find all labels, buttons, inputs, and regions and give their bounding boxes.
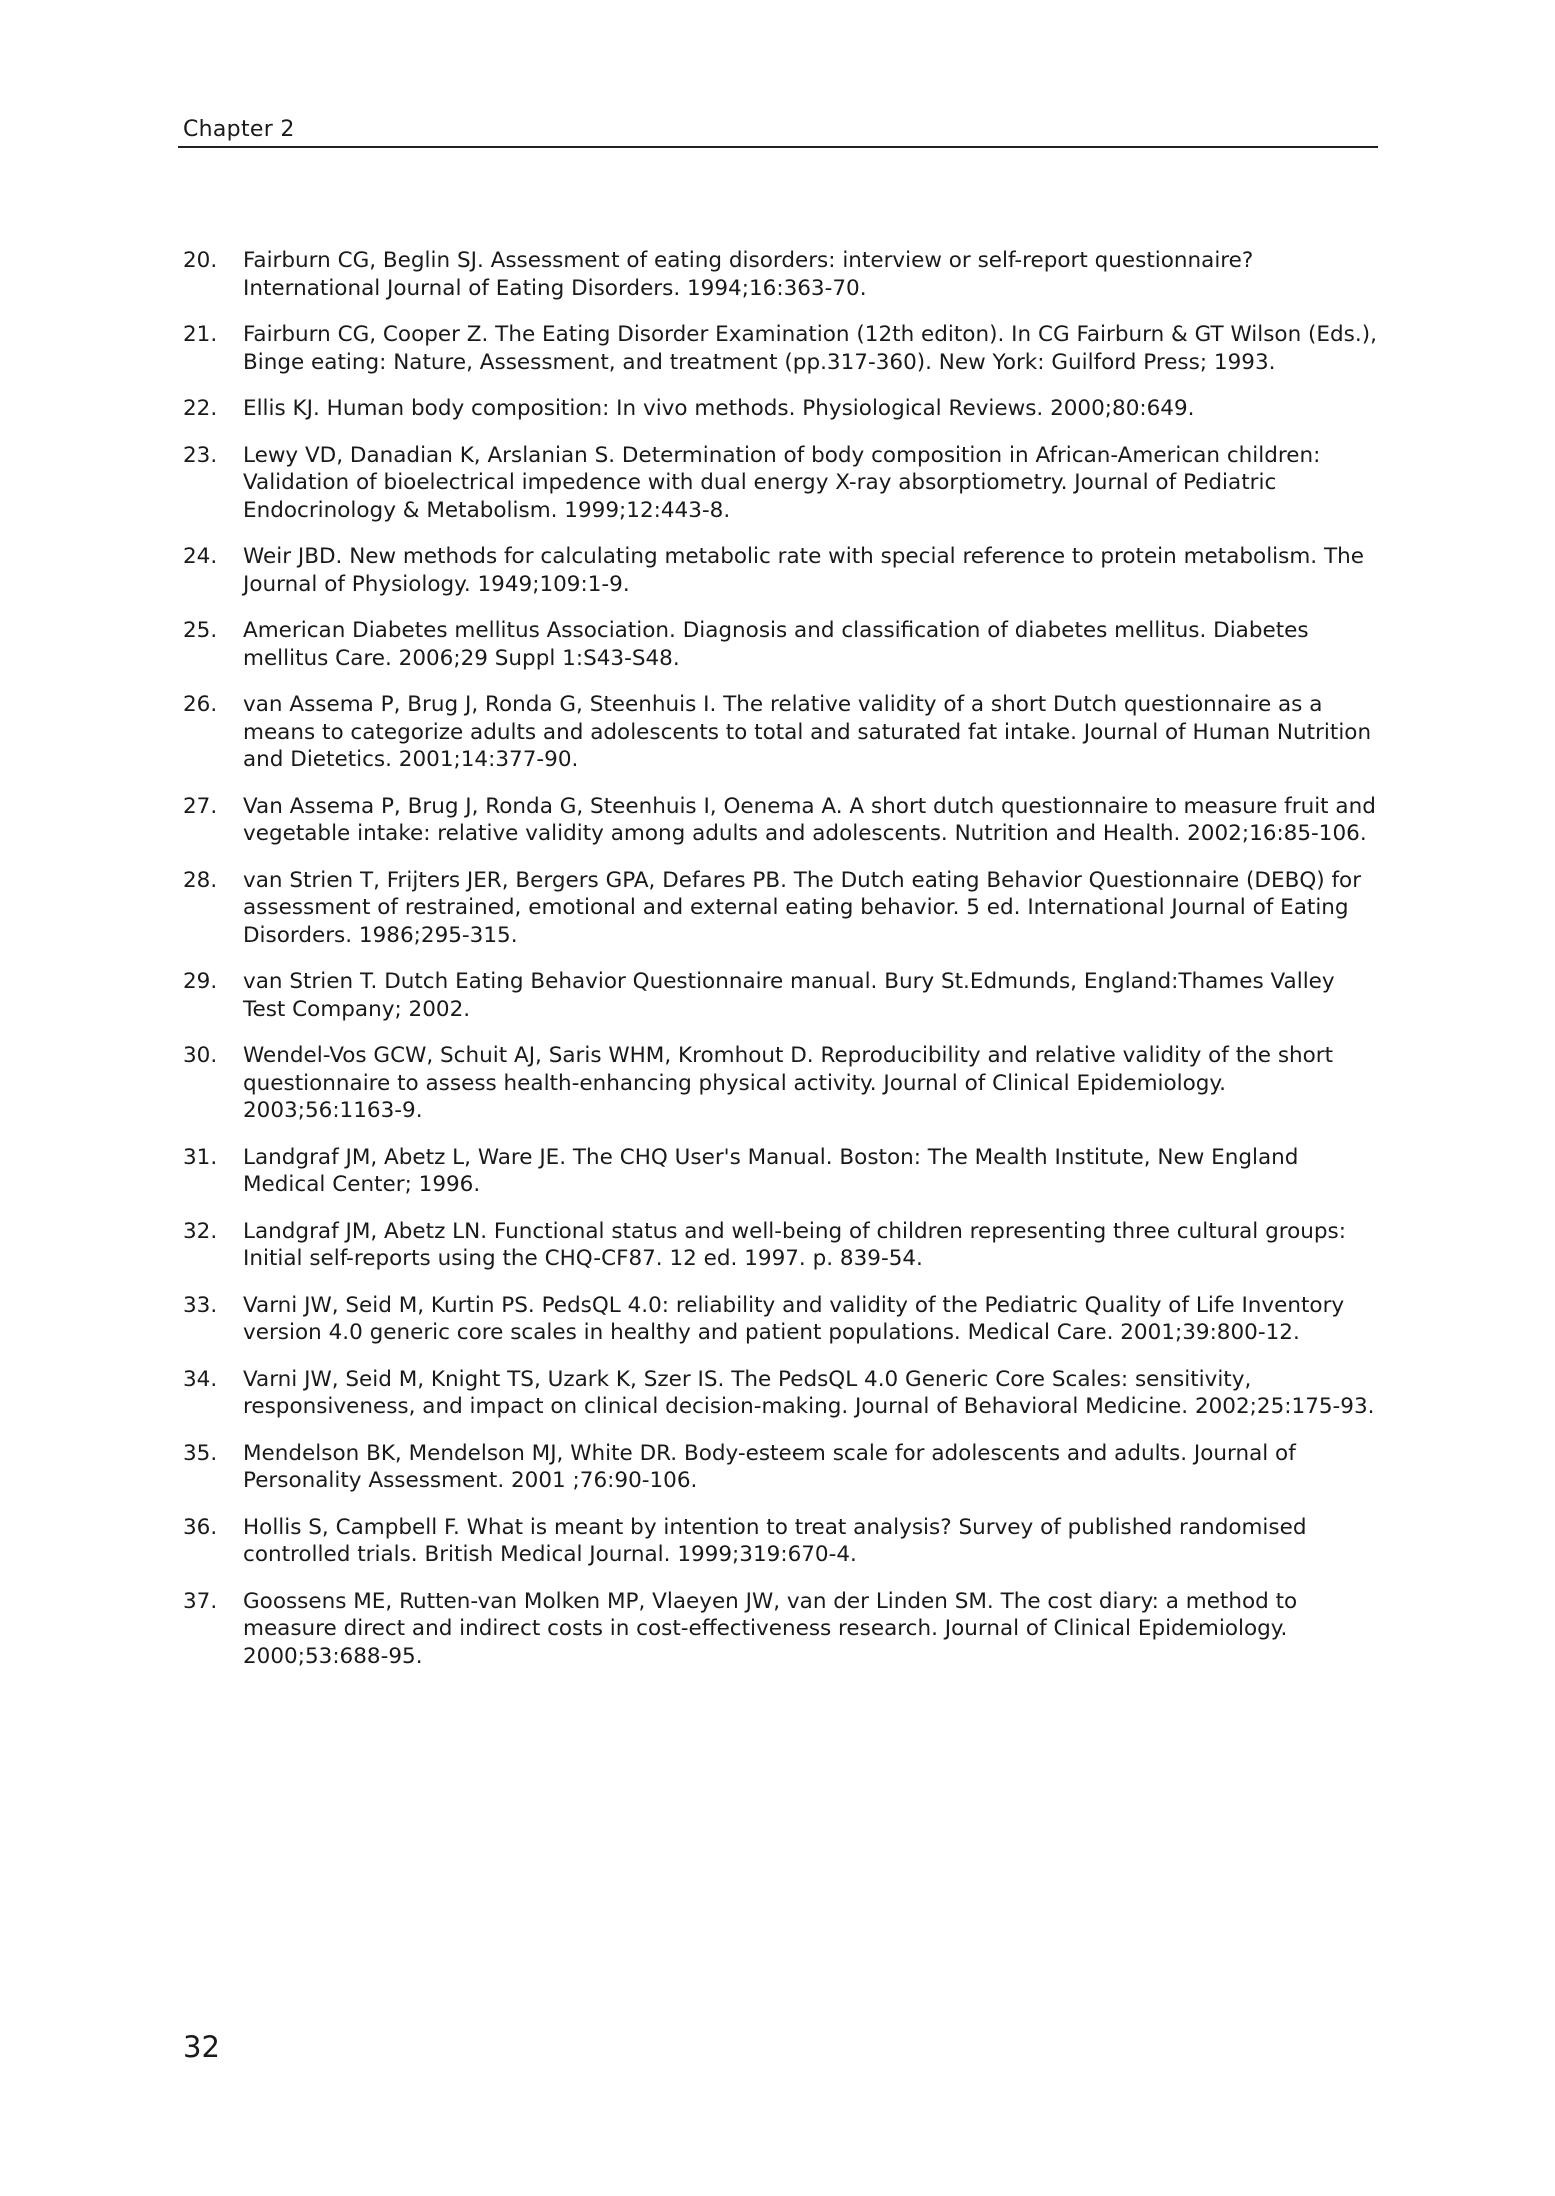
reference-text: Lewy VD, Danadian K, Arslanian S. Determination of body composition in African-American children: Validation of bioelectrical impedence with dual energy X-ray absorptiometry. Journal of Pediatric Endocrinology & Metabolism. 1999;12:443-8.: [243, 442, 1321, 523]
reference-text: Goossens ME, Rutten-van Molken MP, Vlaeyen JW, van der Linden SM. The cost diary: a method to measure direct and indirect costs in cost-effectiveness research. Journal of Clinical Epidemiology. 2000;53:688-95.: [243, 1588, 1298, 1669]
reference-item: [183, 968, 1383, 1023]
reference-item: [183, 543, 1383, 598]
reference-item: [183, 321, 1383, 376]
reference-number: 28.: [183, 867, 218, 893]
reference-number: 22.: [183, 396, 218, 421]
reference-text: Weir JBD. New methods for calculating metabolic rate with special reference to protein metabolism. The Journal of Physiology. 1949;109:1-9.: [243, 544, 1364, 597]
reference-number: 29.: [183, 969, 218, 994]
reference-item: [183, 395, 1383, 423]
reference-text: Hollis S, Campbell F. What is meant by intention to treat analysis? Survey of published randomised controlled trials. British Medical Journal. 1999;319:670-4.: [243, 1514, 1307, 1567]
header-rule: [178, 146, 1378, 148]
reference-text: Ellis KJ. Human body composition: In vivo methods. Physiological Reviews. 2000;80:649.: [243, 396, 1195, 421]
reference-number: 34.: [183, 1366, 218, 1392]
reference-number: 33.: [183, 1292, 218, 1318]
reference-text: van Strien T. Dutch Eating Behavior Questionnaire manual. Bury St.Edmunds, England:Thames Valley Test Company; 2002.: [243, 969, 1335, 1022]
reference-item: [183, 1514, 1383, 1569]
page-number: 32: [183, 2030, 220, 2064]
reference-item: [183, 793, 1383, 848]
reference-text: Fairburn CG, Cooper Z. The Eating Disorder Examination (12th editon). In CG Fairburn & GT Wilson (Eds.), Binge eating: Nature, Assessment, and treatment (pp.317-360). New York: Guilford Press; 1993.: [243, 322, 1377, 375]
reference-item: [183, 691, 1383, 774]
reference-text: Wendel-Vos GCW, Schuit AJ, Saris WHM, Kromhout D. Reproducibility and relative validity of the short questionnaire to assess health-enhancing physical activity. Journal of Clinical Epidemiology. 2003;56:1163-9.: [243, 1043, 1334, 1123]
reference-item: [183, 442, 1383, 525]
reference-item: [183, 1218, 1383, 1273]
reference-number: 37.: [183, 1588, 218, 1614]
reference-item: [183, 867, 1383, 950]
reference-number: 23.: [183, 442, 218, 468]
reference-number: 26.: [183, 692, 218, 717]
reference-item: [183, 1292, 1383, 1347]
reference-number: 31.: [183, 1144, 218, 1170]
reference-number: 35.: [183, 1440, 218, 1466]
reference-number: 20.: [183, 248, 218, 273]
reference-item: [183, 617, 1383, 672]
reference-number: 25.: [183, 618, 218, 643]
reference-text: Mendelson BK, Mendelson MJ, White DR. Body-esteem scale for adolescents and adults. Journal of Personality Assessment. 2001 ;76:90-106.: [243, 1440, 1296, 1493]
reference-number: 21.: [183, 322, 218, 347]
reference-text: van Strien T, Frijters JER, Bergers GPA, Defares PB. The Dutch eating Behavior Questionnaire (DEBQ) for assessment of restrained, emotional and external eating behavior. 5 ed. International Journal of Eating Disorders. 1986;295-315.: [243, 867, 1362, 948]
reference-text: Varni JW, Seid M, Knight TS, Uzark K, Szer IS. The PedsQL 4.0 Generic Core Scales: sensitivity, responsiveness, and impact on clinical decision-making. Journal of Behavioral Medicine. 2002;25:175-93.: [243, 1366, 1375, 1419]
reference-list: [183, 247, 1383, 1689]
reference-number: 36.: [183, 1514, 218, 1540]
running-head-chapter: Chapter 2: [183, 117, 295, 142]
reference-item: [183, 247, 1383, 302]
reference-item: [183, 1588, 1383, 1671]
reference-item: [183, 1042, 1383, 1125]
reference-number: 27.: [183, 793, 218, 819]
reference-text: Landgraf JM, Abetz L, Ware JE. The CHQ User's Manual. Boston: The Mealth Institute, New England Medical Center; 1996.: [243, 1144, 1299, 1197]
reference-text: Fairburn CG, Beglin SJ. Assessment of eating disorders: interview or self-report questionnaire? International Journal of Eating Disorders. 1994;16:363-70.: [243, 248, 1254, 301]
reference-text: American Diabetes mellitus Association. Diagnosis and classification of diabetes mellitus. Diabetes mellitus Care. 2006;29 Suppl 1:S43-S48.: [243, 618, 1309, 671]
reference-text: van Assema P, Brug J, Ronda G, Steenhuis I. The relative validity of a short Dutch questionnaire as a means to categorize adults and adolescents to total and saturated fat intake. Journal of Human Nutrition and Dietetics. 2001;14:377-90.: [243, 692, 1372, 772]
reference-text: Landgraf JM, Abetz LN. Functional status and well-being of children representing three cultural groups: Initial self-reports using the CHQ-CF87. 12 ed. 1997. p. 839-54.: [243, 1218, 1346, 1271]
reference-item: [183, 1144, 1383, 1199]
reference-text: Van Assema P, Brug J, Ronda G, Steenhuis I, Oenema A. A short dutch questionnaire to measure fruit and vegetable intake: relative validity among adults and adolescents. Nutrition and Health. 2002;16:85-106.: [243, 793, 1376, 846]
reference-item: [183, 1366, 1383, 1421]
reference-text: Varni JW, Seid M, Kurtin PS. PedsQL 4.0: reliability and validity of the Pediatric Quality of Life Inventory version 4.0 generic core scales in healthy and patient populations. Medical Care. 2001;39:800-12.: [243, 1292, 1345, 1345]
reference-number: 32.: [183, 1218, 218, 1244]
reference-item: [183, 1440, 1383, 1495]
reference-number: 30.: [183, 1043, 218, 1068]
reference-number: 24.: [183, 544, 218, 569]
